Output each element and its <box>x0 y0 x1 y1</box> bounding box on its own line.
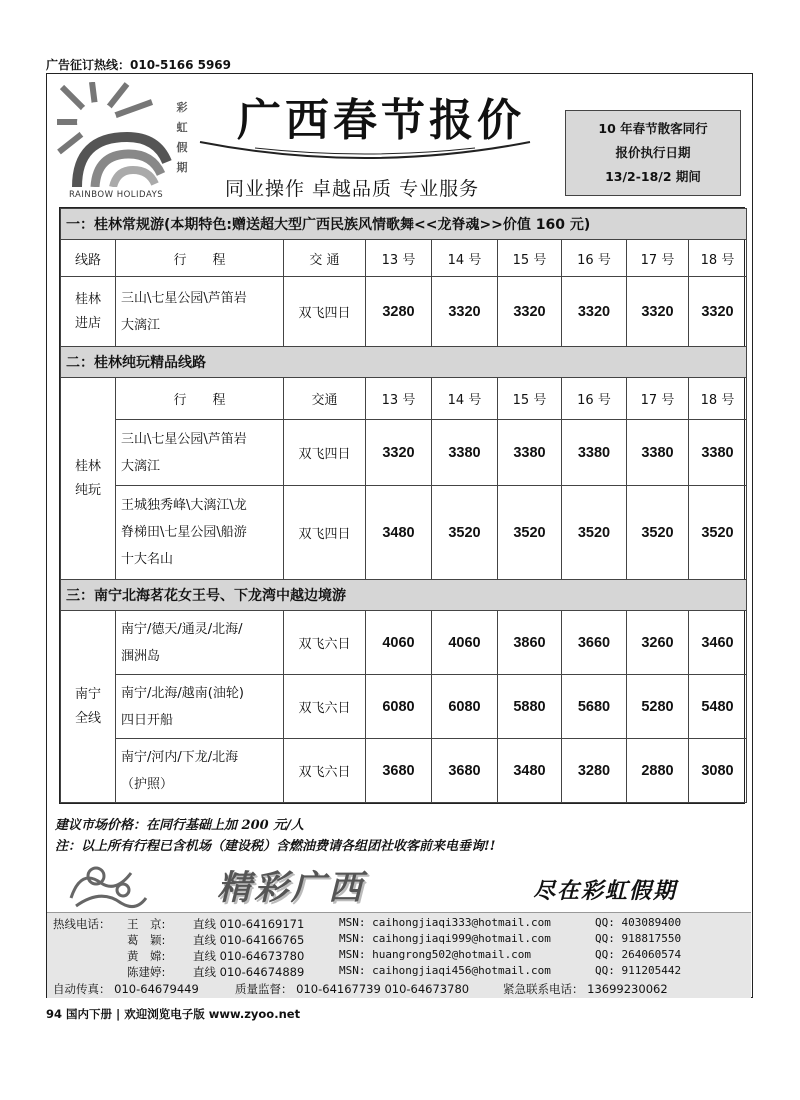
route-line: 脊梯田\七星公园\船游 <box>121 525 247 540</box>
logo-char: 虹 <box>176 121 188 134</box>
market-price-note: 建议市场价格：在同行基础上加 200 元/人 <box>55 818 304 833</box>
column-header: 18 号 <box>689 378 747 420</box>
row-label <box>61 378 116 580</box>
contact-line: 直线 010-64166765 <box>193 933 305 947</box>
floral-ornament-icon <box>61 858 151 912</box>
fee-note: 注：以上所有行程已含机场（建设税）含燃油费请各组团社收客前来电垂询!! <box>55 839 496 854</box>
section-header <box>61 209 747 240</box>
section-header <box>61 580 747 611</box>
contact-row <box>47 964 751 980</box>
price-cell: 3520 <box>562 486 627 580</box>
price-cell: 3260 <box>627 611 689 675</box>
column-header: 15 号 <box>498 378 562 420</box>
logo-char: 彩 <box>176 101 188 114</box>
price-period-notice <box>565 110 741 196</box>
table-row <box>61 277 747 347</box>
column-header: 行 程 <box>116 240 284 277</box>
price-cell: 3520 <box>627 486 689 580</box>
price-cell: 3280 <box>366 277 432 347</box>
contact-qq: QQ: 911205442 <box>595 964 682 977</box>
transport-cell: 双飞四日 <box>284 486 366 580</box>
transport-cell: 双飞四日 <box>284 277 366 347</box>
price-cell: 5280 <box>627 675 689 739</box>
table-row <box>61 611 747 675</box>
page-title: 广西春节报价 <box>237 95 525 146</box>
price-cell: 4060 <box>366 611 432 675</box>
column-header: 13 号 <box>366 240 432 277</box>
contact-name: 王 京: <box>127 917 166 931</box>
column-header: 14 号 <box>432 240 498 277</box>
contact-line: 直线 010-64169171 <box>193 917 305 931</box>
contact-qq: QQ: 264060574 <box>595 948 682 961</box>
route-line: 大漓江 <box>121 458 161 474</box>
price-cell: 6080 <box>366 675 432 739</box>
logo-char: 假 <box>176 141 188 154</box>
column-header: 行 程 <box>116 378 284 420</box>
emergency-phone: 紧急联系电话： 13699230062 <box>503 982 668 996</box>
row-label <box>61 611 116 803</box>
price-cell: 3320 <box>689 277 747 347</box>
contact-msn: MSN: caihongjiaqi333@hotmail.com <box>339 916 551 929</box>
row-label-line: 纯玩 <box>74 482 101 498</box>
transport-cell: 双飞四日 <box>284 420 366 486</box>
column-header: 18 号 <box>689 240 747 277</box>
column-header: 13 号 <box>366 378 432 420</box>
route-cell <box>116 739 284 803</box>
contact-name: 黄 嫦: <box>127 949 166 963</box>
route-cell <box>116 277 284 347</box>
contact-msn: MSN: huangrong502@hotmail.com <box>339 948 532 961</box>
row-label-line: 进店 <box>74 315 101 331</box>
price-cell: 3320 <box>366 420 432 486</box>
column-header: 线路 <box>61 240 116 277</box>
price-cell: 3520 <box>432 486 498 580</box>
table-header-row <box>61 378 747 420</box>
banner-title: 精彩广西 <box>217 868 365 908</box>
price-cell: 3460 <box>689 611 747 675</box>
hotline-label: 热线电话： <box>53 917 111 931</box>
price-cell: 3080 <box>689 739 747 803</box>
price-cell: 3320 <box>432 277 498 347</box>
table-header-row <box>61 240 747 277</box>
price-cell: 3380 <box>432 420 498 486</box>
price-cell: 5680 <box>562 675 627 739</box>
contact-msn: MSN: caihongjiaqi999@hotmail.com <box>339 932 551 945</box>
route-cell <box>116 486 284 580</box>
contact-line: 直线 010-64674889 <box>193 965 305 979</box>
ad-frame <box>46 73 753 998</box>
column-header: 16 号 <box>562 378 627 420</box>
route-cell <box>116 611 284 675</box>
price-cell: 2880 <box>627 739 689 803</box>
route-cell <box>116 675 284 739</box>
row-label-line: 全线 <box>74 710 101 726</box>
price-cell: 3680 <box>432 739 498 803</box>
page-footer: 94 国内下册 | 欢迎浏览电子版 www.zyoo.net <box>46 1007 301 1021</box>
price-cell: 3520 <box>689 486 747 580</box>
transport-cell: 双飞六日 <box>284 675 366 739</box>
row-label-line: 桂林 <box>74 458 101 474</box>
contact-qq: QQ: 918817550 <box>595 932 682 945</box>
price-cell: 3520 <box>498 486 562 580</box>
contact-name: 葛 颖: <box>127 933 166 947</box>
column-header: 17 号 <box>627 378 689 420</box>
price-cell: 3680 <box>366 739 432 803</box>
route-line: 王城独秀峰\大漓江\龙 <box>121 498 247 513</box>
column-header: 交 通 <box>284 240 366 277</box>
price-cell: 3380 <box>498 420 562 486</box>
price-cell: 3320 <box>498 277 562 347</box>
price-cell: 3480 <box>366 486 432 580</box>
column-header: 15 号 <box>498 240 562 277</box>
logo-english: RAINBOW HOLIDAYS <box>69 190 164 200</box>
contact-row <box>47 948 751 964</box>
price-cell: 4060 <box>432 611 498 675</box>
route-line: 三山\七星公园\芦笛岩 <box>121 431 247 447</box>
transport-cell: 双飞六日 <box>284 739 366 803</box>
contact-name: 陈建婷: <box>127 965 166 979</box>
price-cell: 3380 <box>627 420 689 486</box>
notice-line: 13/2-18/2 期间 <box>605 169 701 184</box>
rainbow-holidays-logo <box>57 82 188 200</box>
route-line: 涠洲岛 <box>121 648 161 664</box>
route-line: 大漓江 <box>121 317 161 333</box>
contact-line: 直线 010-64673780 <box>193 949 305 963</box>
swash-decoration-icon <box>195 134 535 164</box>
price-cell: 5880 <box>498 675 562 739</box>
price-cell: 3280 <box>562 739 627 803</box>
row-label-line: 桂林 <box>74 291 101 307</box>
section-title: 一：桂林常规游(本期特色:赠送超大型广西民族风情歌舞<<龙脊魂>>价值 160 元) <box>61 209 747 240</box>
price-cell: 5480 <box>689 675 747 739</box>
quality-supervision: 质量监督： 010-64167739 010-64673780 <box>235 982 470 996</box>
contact-row <box>47 932 751 948</box>
column-header: 16 号 <box>562 240 627 277</box>
route-line: 南宁/德天/通灵/北海/ <box>121 621 243 637</box>
price-cell: 3660 <box>562 611 627 675</box>
row-label <box>61 277 116 347</box>
column-header: 17 号 <box>627 240 689 277</box>
row-label-line: 南宁 <box>74 686 101 702</box>
contact-row <box>47 916 751 932</box>
notice-line: 报价执行日期 <box>615 145 691 160</box>
route-cell <box>116 420 284 486</box>
contact-panel <box>47 912 751 998</box>
route-line: 十大名山 <box>121 552 174 567</box>
column-header: 14 号 <box>432 378 498 420</box>
route-line: 三山\七星公园\芦笛岩 <box>121 290 247 306</box>
rainbow-sun-icon <box>57 82 175 187</box>
price-cell: 3860 <box>498 611 562 675</box>
table-row <box>61 739 747 803</box>
slogan: 同业操作 卓越品质 专业服务 <box>225 178 480 200</box>
price-cell: 3380 <box>689 420 747 486</box>
route-line: 四日开船 <box>121 712 174 728</box>
section-title: 三：南宁北海茗花女王号、下龙湾中越边境游 <box>61 580 747 611</box>
price-table <box>60 208 747 803</box>
price-table-wrap <box>59 207 745 804</box>
table-row <box>61 420 747 486</box>
transport-cell: 双飞六日 <box>284 611 366 675</box>
fax-number: 自动传真： 010-64679449 <box>53 982 199 996</box>
price-cell: 3320 <box>562 277 627 347</box>
route-line: （护照） <box>121 776 174 792</box>
route-line: 南宁/北海/越南(油轮) <box>121 685 244 701</box>
banner <box>47 854 751 916</box>
contact-msn: MSN: caihongjiaqi456@hotmail.com <box>339 964 551 977</box>
price-cell: 6080 <box>432 675 498 739</box>
table-row <box>61 675 747 739</box>
section-header <box>61 347 747 378</box>
table-row <box>61 486 747 580</box>
contact-qq: QQ: 403089400 <box>595 916 682 929</box>
top-hotline: 广告征订热线：010-5166 5969 <box>46 58 232 72</box>
route-line: 南宁/河内/下龙/北海 <box>121 749 239 765</box>
logo-char: 期 <box>176 161 188 174</box>
section-title: 二：桂林纯玩精品线路 <box>61 347 747 378</box>
price-cell: 3380 <box>562 420 627 486</box>
price-cell: 3320 <box>627 277 689 347</box>
banner-tagline: 尽在彩虹假期 <box>533 878 678 904</box>
price-cell: 3480 <box>498 739 562 803</box>
column-header: 交通 <box>284 378 366 420</box>
contact-row <box>47 981 751 997</box>
notice-line: 10 年春节散客同行 <box>598 121 708 136</box>
